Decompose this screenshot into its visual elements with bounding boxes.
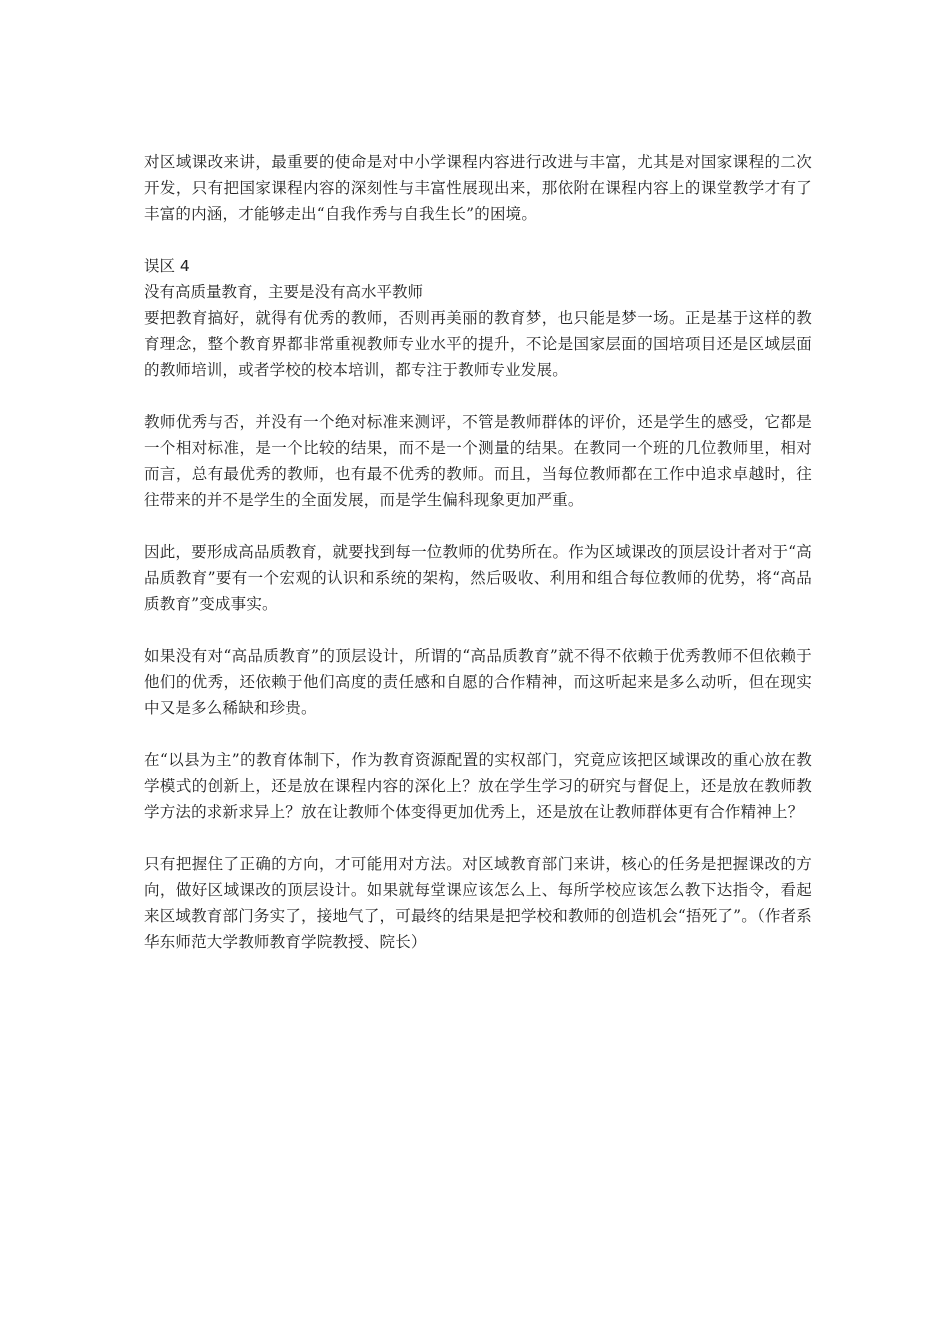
body-paragraph: 如果没有对“高品质教育”的顶层设计，所谓的“高品质教育”就不得不依赖于优秀教师不但依赖于他们的优秀，还依赖于他们高度的责任感和自愿的合作精神，而这听起来是多么动听，但在现实中又是多么稀缺和珍贵。: [144, 647, 812, 717]
article-body: [144, 149, 812, 981]
intro-paragraph: 对区域课改来讲，最重要的使命是对中小学课程内容进行改进与丰富，尤其是对国家课程的二次开发，只有把国家课程内容的深刻性与丰富性展现出来，那依附在课程内容上的课堂教学才有了丰富的内涵，才能够走出“自我作秀与自我生长”的困境。: [144, 153, 812, 223]
section-title: 没有高质量教育，主要是没有高水平教师: [144, 283, 424, 301]
section-label: 误区 4: [144, 257, 190, 275]
section-first-paragraph: 要把教育搞好，就得有优秀的教师，否则再美丽的教育梦，也只能是梦一场。正是基于这样的教育理念，整个教育界都非常重视教师专业水平的提升，不论是国家层面的国培项目还是区域层面的教师培训，或者学校的校本培训，都专注于教师专业发展。: [144, 309, 812, 379]
body-paragraph: 只有把握住了正确的方向，才可能用对方法。对区域教育部门来讲，核心的任务是把握课改的方向，做好区域课改的顶层设计。如果就每堂课应该怎么上、每所学校应该怎么教下达指令，看起来区域教育部门务实了，接地气了，可最终的结果是把学校和教师的创造机会“捂死了”。（作者系华东师范大学教师教育学院教授、院长）: [144, 855, 812, 951]
body-paragraph: 教师优秀与否，并没有一个绝对标准来测评，不管是教师群体的评价，还是学生的感受，它都是一个相对标准，是一个比较的结果，而不是一个测量的结果。在教同一个班的几位教师里，相对而言，总有最优秀的教师，也有最不优秀的教师。而且，当每位教师都在工作中追求卓越时，往往带来的并不是学生的全面发展，而是学生偏科现象更加严重。: [144, 413, 812, 509]
misconception-section: [144, 253, 812, 383]
body-paragraph: 因此，要形成高品质教育，就要找到每一位教师的优势所在。作为区域课改的顶层设计者对于“高品质教育”要有一个宏观的认识和系统的架构，然后吸收、利用和组合每位教师的优势，将“高品质教育”变成事实。: [144, 543, 812, 613]
body-paragraph: 在“以县为主”的教育体制下，作为教育资源配置的实权部门，究竟应该把区域课改的重心放在教学模式的创新上，还是放在课程内容的深化上？放在学生学习的研究与督促上，还是放在教师教学方法的求新求异上？放在让教师个体变得更加优秀上，还是放在让教师群体更有合作精神上？: [144, 751, 812, 821]
